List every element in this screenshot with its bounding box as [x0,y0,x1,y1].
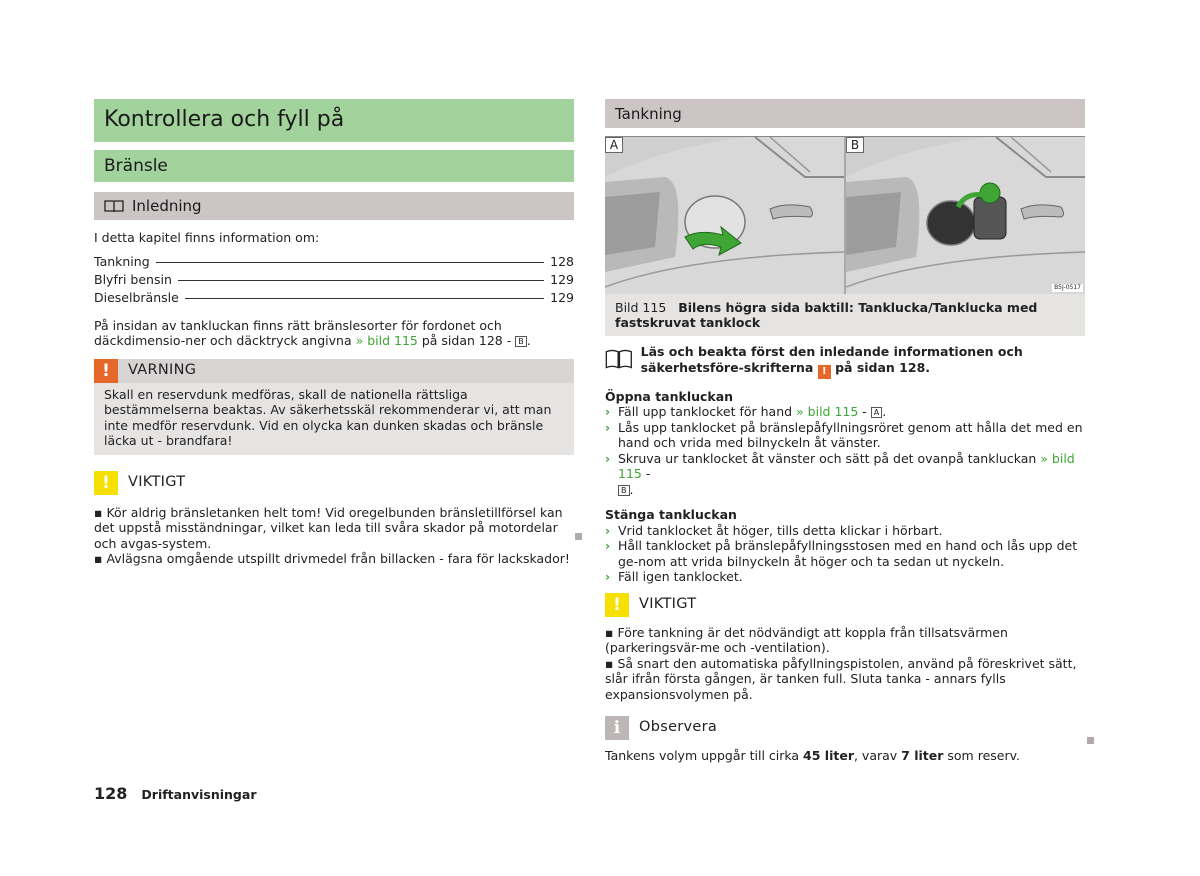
step-text: Fäll igen tanklocket. [618,569,743,584]
step-text: - [641,466,651,481]
important-icon: ! [605,593,629,617]
fuel-flap-open-illustration [846,137,1085,294]
important-list [94,505,574,567]
chapter-title: Kontrollera och fyll på [94,99,574,142]
toc-leader [178,280,544,281]
step-text: Fäll upp tanklocket för hand [618,404,797,419]
list-item: ▪ Kör aldrig bränsletanken helt tom! Vid oregelbunden bränsletillförsel kan det uppstå misständningar, vilket kan leda till svåra skador på motordelar och avgas-system. [94,504,563,551]
toc-page: 129 [550,271,574,287]
read-first-suffix: på sidan 128. [835,359,931,375]
chevron-right-icon: › [605,569,611,584]
fuel-flap-closed-illustration [605,137,844,294]
page-footer [94,786,256,803]
caption-number: Bild 115 [615,300,667,315]
read-first-notice [605,344,1085,379]
list-item [605,451,1085,498]
list-item-text: Kör aldrig bränsletanken helt tom! Vid oregelbunden bränsletillförsel kan det uppstå misständningar, vilket kan leda till svåra skador på motordelar och avgas-system. [94,504,563,551]
info-icon: i [605,716,629,740]
important-icon: ! [94,471,118,495]
toc-label: Blyfri bensin [94,271,172,287]
toc-leader [185,298,544,299]
section-title: Bränsle [94,150,574,182]
list-item [605,538,1085,569]
chevron-right-icon: › [605,538,611,553]
step-text: Lås upp tanklocket på bränslepåfyllningsröret genom att hålla det med en hand och vrida med bilnyckeln åt vänster. [618,419,1083,450]
end-marker [575,533,582,540]
figure-key-b: B [515,336,527,347]
refuel-heading: Tankning [605,99,1085,128]
intro-text: I detta kapitel finns information om: [94,230,320,245]
chevron-right-icon: › [605,404,611,419]
note-text [605,748,1085,764]
figure-a [605,137,844,294]
note-label: Observera [639,719,718,736]
important-label: VIKTIGT [639,595,697,612]
reserve-volume: 7 liter [901,748,944,763]
toc-label: Dieselbränsle [94,289,179,305]
important-list [605,625,1085,703]
toc-page: 129 [550,289,574,305]
figure-link[interactable]: » bild 115 [796,404,859,419]
step-text: Vrid tanklocket åt höger, tills detta klickar i hörbart. [618,522,943,538]
list-item [605,523,1085,539]
fuel-info-paragraph: På insidan av tankluckan finns rätt bränslesorter för fordonet och däckdimensio-ner och däcktryck angivna » bild 115 på sidan 128 - B . [94,317,531,348]
toc-list [94,254,574,308]
list-item [605,569,1085,585]
right-column [605,99,1085,764]
open-book-icon [104,199,124,213]
list-item: ▪ Avlägsna omgående utspillt drivmedel från billacken - fara för lackskador! [94,551,570,566]
important-label: VIKTIGT [128,473,186,490]
caption-text: Bilens högra sida baktill: Tanklucka/Tanklucka med fastskruvat tanklock [615,300,1038,330]
note-text-part: Tankens volym uppgår till cirka [605,748,804,763]
intro-title: Inledning [132,197,202,215]
step-text: . [882,404,887,419]
warning-icon: ! [94,359,118,383]
warning-ref-icon: ! [818,365,831,379]
paragraph-text: på sidan 128 - [417,333,516,348]
step-text: Håll tanklocket på bränslepåfyllningsstosen med en hand och lås upp det ge-nom att vrida bilnyckeln åt höger och ta sedan ut nyckeln. [618,538,1078,569]
end-marker [1087,737,1094,744]
important-header [605,593,1085,617]
footer-section: Driftanvisningar [141,787,257,802]
tank-volume: 45 liter [803,748,854,763]
figure-115 [605,136,1085,294]
figure-caption [605,294,1085,336]
chevron-right-icon: › [605,450,611,466]
chevron-right-icon: › [605,419,611,435]
warning-header [94,359,574,383]
toc-row[interactable] [94,290,574,308]
figure-a-tag: A [605,137,623,153]
page-number: 128 [94,784,128,803]
figure-b [846,137,1085,294]
step-text: . [629,481,634,497]
toc-page: 128 [550,253,574,269]
list-item-text: Före tankning är det nödvändigt att koppla från tillsatsvärmen (parkeringsvär-me och -ventilation). [605,624,1008,655]
note-text-part: som reserv. [943,748,1021,763]
note-header [605,716,1085,740]
close-title: Stänga tankluckan [605,507,737,522]
paragraph-text: På insidan av tankluckan finns rätt bränslesorter för fordonet och däckdimensio-ner och däcktryck angivna [94,317,502,348]
figure-link[interactable]: » bild 115 [355,333,418,348]
left-column [94,99,574,567]
note-text-part: , varav [853,748,902,763]
important-header [94,471,574,495]
toc-leader [156,262,545,263]
step-text: - [858,404,871,419]
toc-row[interactable] [94,272,574,290]
list-item: ▪ Så snart den automatiska påfyllningspistolen, använd på föreskrivet sätt, slår ifrån första gången, är tanken full. Sluta tanka - annars fylls expansionsvolymen på. [605,655,1077,702]
intro-heading [94,192,574,220]
figure-link[interactable]: » bild 115 [618,450,1075,481]
figure-key-b: B [618,485,630,496]
step-text: Skruva ur tanklocket åt vänster och sätt på det ovanpå tankluckan [618,450,1041,466]
list-item-text: Så snart den automatiska påfyllningspistolen, använd på föreskrivet sätt, slår ifrån första gången, är tanken full. Sluta tanka - annars fylls expansionsvolymen på. [605,655,1077,702]
figure-code: B5J-0517 [1054,284,1081,291]
open-title: Öppna tankluckan [605,388,734,404]
warning-label: VARNING [128,361,197,378]
list-item [605,420,1085,451]
list-item: ▪ Före tankning är det nödvändigt att koppla från tillsatsvärmen (parkeringsvär-me och -ventilation). [605,624,1008,655]
toc-label: Tankning [94,253,150,269]
warning-text: Skall en reservdunk medföras, skall de nationella rättsliga bestämmelserna beaktas. Av säkerhetsskäl rekommenderar vi, att man inte medför reservdunk. Vid en olycka kan dunken skadas och bränsle läcka ut - brandfara! [94,383,574,455]
figure-key-a: A [871,407,882,418]
read-first-text: Läs och beakta först den inledande informationen och säkerhetsföre-skrifterna [640,344,1023,375]
chevron-right-icon: › [605,522,611,538]
figure-b-tag: B [846,137,864,153]
book-icon [605,344,633,374]
list-item [605,404,1085,420]
list-item-text: Avlägsna omgående utspillt drivmedel från billacken - fara för lackskador! [106,551,570,566]
toc-row[interactable] [94,254,574,272]
